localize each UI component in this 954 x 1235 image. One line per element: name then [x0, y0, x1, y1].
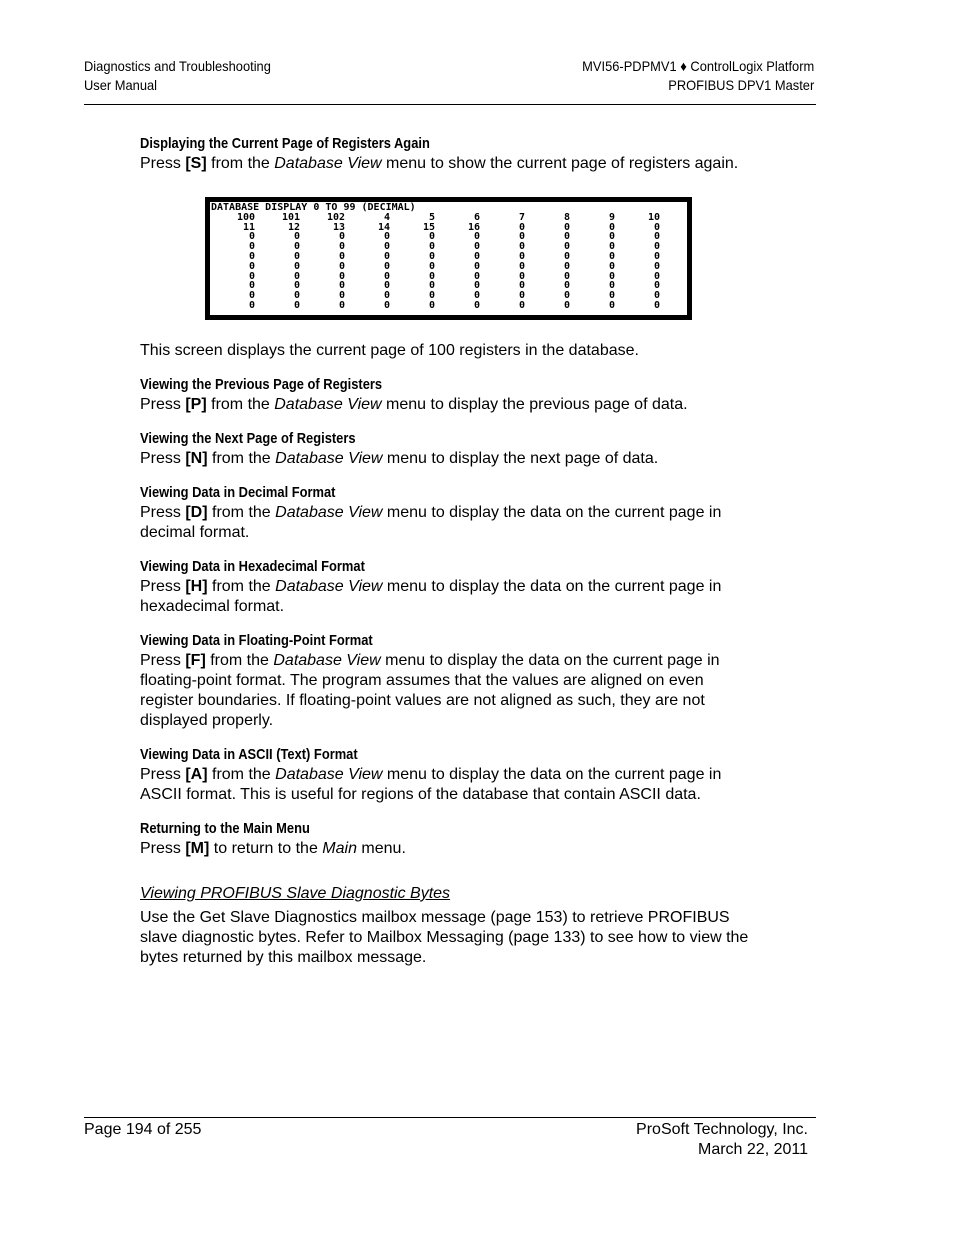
register-value: 0 [653, 231, 660, 243]
register-value: 0 [383, 231, 390, 243]
register-value: 0 [518, 221, 525, 233]
register-value: 0 [563, 299, 570, 311]
register-value: 0 [248, 299, 255, 311]
screen-text [210, 202, 687, 315]
register-value: 9 [608, 211, 615, 223]
register-value: 13 [332, 221, 345, 233]
company-name: ProSoft Technology, Inc. [636, 1121, 808, 1138]
screen-row [210, 252, 687, 262]
register-value: 0 [428, 270, 435, 282]
register-value: 0 [608, 241, 615, 253]
register-value: 0 [563, 260, 570, 272]
screen-row [210, 301, 687, 311]
register-value: 0 [473, 260, 480, 272]
section-heading: Viewing Data in Floating-Point Format [140, 632, 373, 649]
register-value: 0 [383, 299, 390, 311]
register-value: 0 [383, 290, 390, 302]
register-value: 6 [473, 211, 480, 223]
key-label: [H] [185, 578, 208, 595]
register-value: 16 [467, 221, 480, 233]
register-value: 5 [428, 211, 435, 223]
section-heading: Viewing Data in Decimal Format [140, 484, 336, 501]
key-label: [S] [185, 155, 207, 172]
register-value: 10 [647, 211, 660, 223]
key-label: [A] [185, 766, 208, 783]
register-value: 0 [608, 260, 615, 272]
register-value: 0 [473, 280, 480, 292]
header-right [582, 57, 814, 95]
register-value: 0 [563, 270, 570, 282]
register-value: 0 [428, 260, 435, 272]
register-value: 0 [518, 290, 525, 302]
register-value: 0 [473, 241, 480, 253]
register-value: 0 [653, 260, 660, 272]
screen-caption: This screen displays the current page of 100 registers in the database. [140, 342, 639, 359]
subsection-title: Viewing PROFIBUS Slave Diagnostic Bytes [140, 885, 451, 902]
register-value: 0 [653, 250, 660, 262]
register-value: 8 [563, 211, 570, 223]
key-label: [P] [185, 396, 207, 413]
register-value: 0 [293, 280, 300, 292]
register-value: 0 [608, 221, 615, 233]
register-value: 0 [428, 299, 435, 311]
register-value: 0 [293, 260, 300, 272]
register-value: 0 [293, 231, 300, 243]
register-value: 0 [338, 280, 345, 292]
screen-title: DATABASE DISPLAY 0 TO 99 (DECIMAL) [211, 202, 416, 213]
register-value: 0 [608, 299, 615, 311]
register-value: 0 [608, 290, 615, 302]
section-body: Press [H] from the Database View menu to display the data on the current page in hexadecimal format. [140, 578, 722, 615]
register-value: 0 [608, 280, 615, 292]
screen-row [210, 213, 687, 223]
register-value: 0 [293, 299, 300, 311]
register-value: 0 [338, 231, 345, 243]
screen-row [210, 262, 687, 272]
register-value: 0 [518, 299, 525, 311]
register-value: 0 [653, 241, 660, 253]
register-value: 0 [338, 299, 345, 311]
register-value: 0 [248, 290, 255, 302]
screen-row [210, 223, 687, 233]
register-value: 0 [248, 260, 255, 272]
register-value: 0 [338, 250, 345, 262]
register-value: 0 [428, 250, 435, 262]
register-value: 0 [473, 290, 480, 302]
register-value: 0 [653, 280, 660, 292]
section-heading: Displaying the Current Page of Registers Again [140, 135, 430, 152]
register-value: 102 [326, 211, 345, 223]
section-body: Press [P] from the Database View menu to display the previous page of data. [140, 396, 688, 413]
header-product-sub: PROFIBUS DPV1 Master [667, 77, 814, 93]
screen-row [210, 272, 687, 282]
register-value: 0 [653, 290, 660, 302]
register-value: 0 [293, 241, 300, 253]
register-value: 0 [653, 221, 660, 233]
register-value: 14 [377, 221, 390, 233]
register-value: 0 [338, 241, 345, 253]
register-value: 0 [293, 250, 300, 262]
register-value: 0 [653, 270, 660, 282]
header-section-title: Diagnostics and Troubleshooting [84, 58, 271, 74]
section-heading: Viewing Data in ASCII (Text) Format [140, 746, 358, 763]
register-value: 0 [428, 280, 435, 292]
footer-divider [84, 1117, 816, 1118]
register-value: 0 [338, 260, 345, 272]
screen-row [210, 281, 687, 291]
key-label: [M] [185, 840, 210, 857]
register-value: 0 [293, 270, 300, 282]
register-value: 0 [248, 270, 255, 282]
section-heading: Viewing the Next Page of Registers [140, 430, 356, 447]
register-value: 0 [473, 270, 480, 282]
register-value: 0 [608, 270, 615, 282]
key-label: [D] [185, 504, 208, 521]
register-value: 0 [518, 260, 525, 272]
register-value: 0 [563, 290, 570, 302]
key-label: [F] [185, 652, 206, 669]
register-value: 0 [608, 231, 615, 243]
register-value: 0 [608, 250, 615, 262]
section-heading: Viewing the Previous Page of Registers [140, 376, 383, 393]
footer-right [636, 1120, 808, 1160]
screen-row [210, 291, 687, 301]
register-value: 0 [383, 280, 390, 292]
register-value: 0 [338, 290, 345, 302]
register-value: 0 [383, 241, 390, 253]
key-label: [N] [185, 450, 208, 467]
header-left [84, 57, 271, 95]
register-value: 0 [248, 280, 255, 292]
section-heading: Returning to the Main Menu [140, 820, 310, 837]
register-value: 0 [473, 231, 480, 243]
register-value: 0 [518, 280, 525, 292]
section-body: Press [S] from the Database View menu to show the current page of registers again. [140, 155, 739, 172]
section-body: Press [M] to return to the Main menu. [140, 840, 406, 857]
section-body: Press [A] from the Database View menu to display the data on the current page in ASCII format. This is useful for regions of the database that contain ASCII data. [140, 766, 722, 803]
register-value: 0 [383, 260, 390, 272]
register-value: 0 [563, 241, 570, 253]
section-body: Press [D] from the Database View menu to display the data on the current page in decimal format. [140, 504, 722, 541]
register-value: 0 [473, 250, 480, 262]
publish-date: March 22, 2011 [698, 1141, 808, 1158]
register-value: 15 [422, 221, 435, 233]
register-value: 11 [242, 221, 255, 233]
page-content [140, 134, 760, 968]
register-value: 0 [653, 299, 660, 311]
register-value: 12 [287, 221, 300, 233]
register-value: 0 [563, 231, 570, 243]
register-value: 0 [338, 270, 345, 282]
section-body: Press [N] from the Database View menu to display the next page of data. [140, 450, 659, 467]
register-value: 0 [563, 250, 570, 262]
register-value: 0 [428, 231, 435, 243]
section-body: Press [F] from the Database View menu to display the data on the current page in floating-point format. The program assumes that the values are aligned on even register boundaries. If floating-point values are not aligned as such, they are not displayed properly. [140, 652, 720, 729]
section-heading: Viewing Data in Hexadecimal Format [140, 558, 365, 575]
register-value: 0 [518, 250, 525, 262]
register-value: 100 [236, 211, 255, 223]
register-value: 101 [281, 211, 300, 223]
screen-row [210, 232, 687, 242]
register-value: 0 [518, 241, 525, 253]
register-value: 0 [563, 221, 570, 233]
register-value: 0 [248, 250, 255, 262]
header-product: MVI56-PDPMV1 ♦ ControlLogix Platform [581, 58, 814, 74]
register-value: 0 [563, 280, 570, 292]
header-doc-type: User Manual [84, 77, 158, 93]
register-value: 0 [248, 241, 255, 253]
subsection-body: Use the Get Slave Diagnostics mailbox message (page 153) to retrieve PROFIBUS slave diagnostic bytes. Refer to Mailbox Messaging (page 133) to see how to view the bytes returned by this mailbox message. [140, 909, 749, 966]
register-value: 0 [248, 231, 255, 243]
register-value: 0 [293, 290, 300, 302]
screen-row [210, 242, 687, 252]
register-value: 0 [518, 270, 525, 282]
register-value: 7 [518, 211, 525, 223]
page-number: Page 194 of 255 [84, 1121, 202, 1138]
header-divider [84, 104, 816, 105]
register-value: 0 [383, 270, 390, 282]
register-value: 0 [383, 250, 390, 262]
register-value: 0 [518, 231, 525, 243]
register-value: 0 [473, 299, 480, 311]
register-value: 0 [428, 241, 435, 253]
register-value: 0 [428, 290, 435, 302]
register-value: 4 [383, 211, 390, 223]
database-display-screenshot [205, 197, 692, 320]
